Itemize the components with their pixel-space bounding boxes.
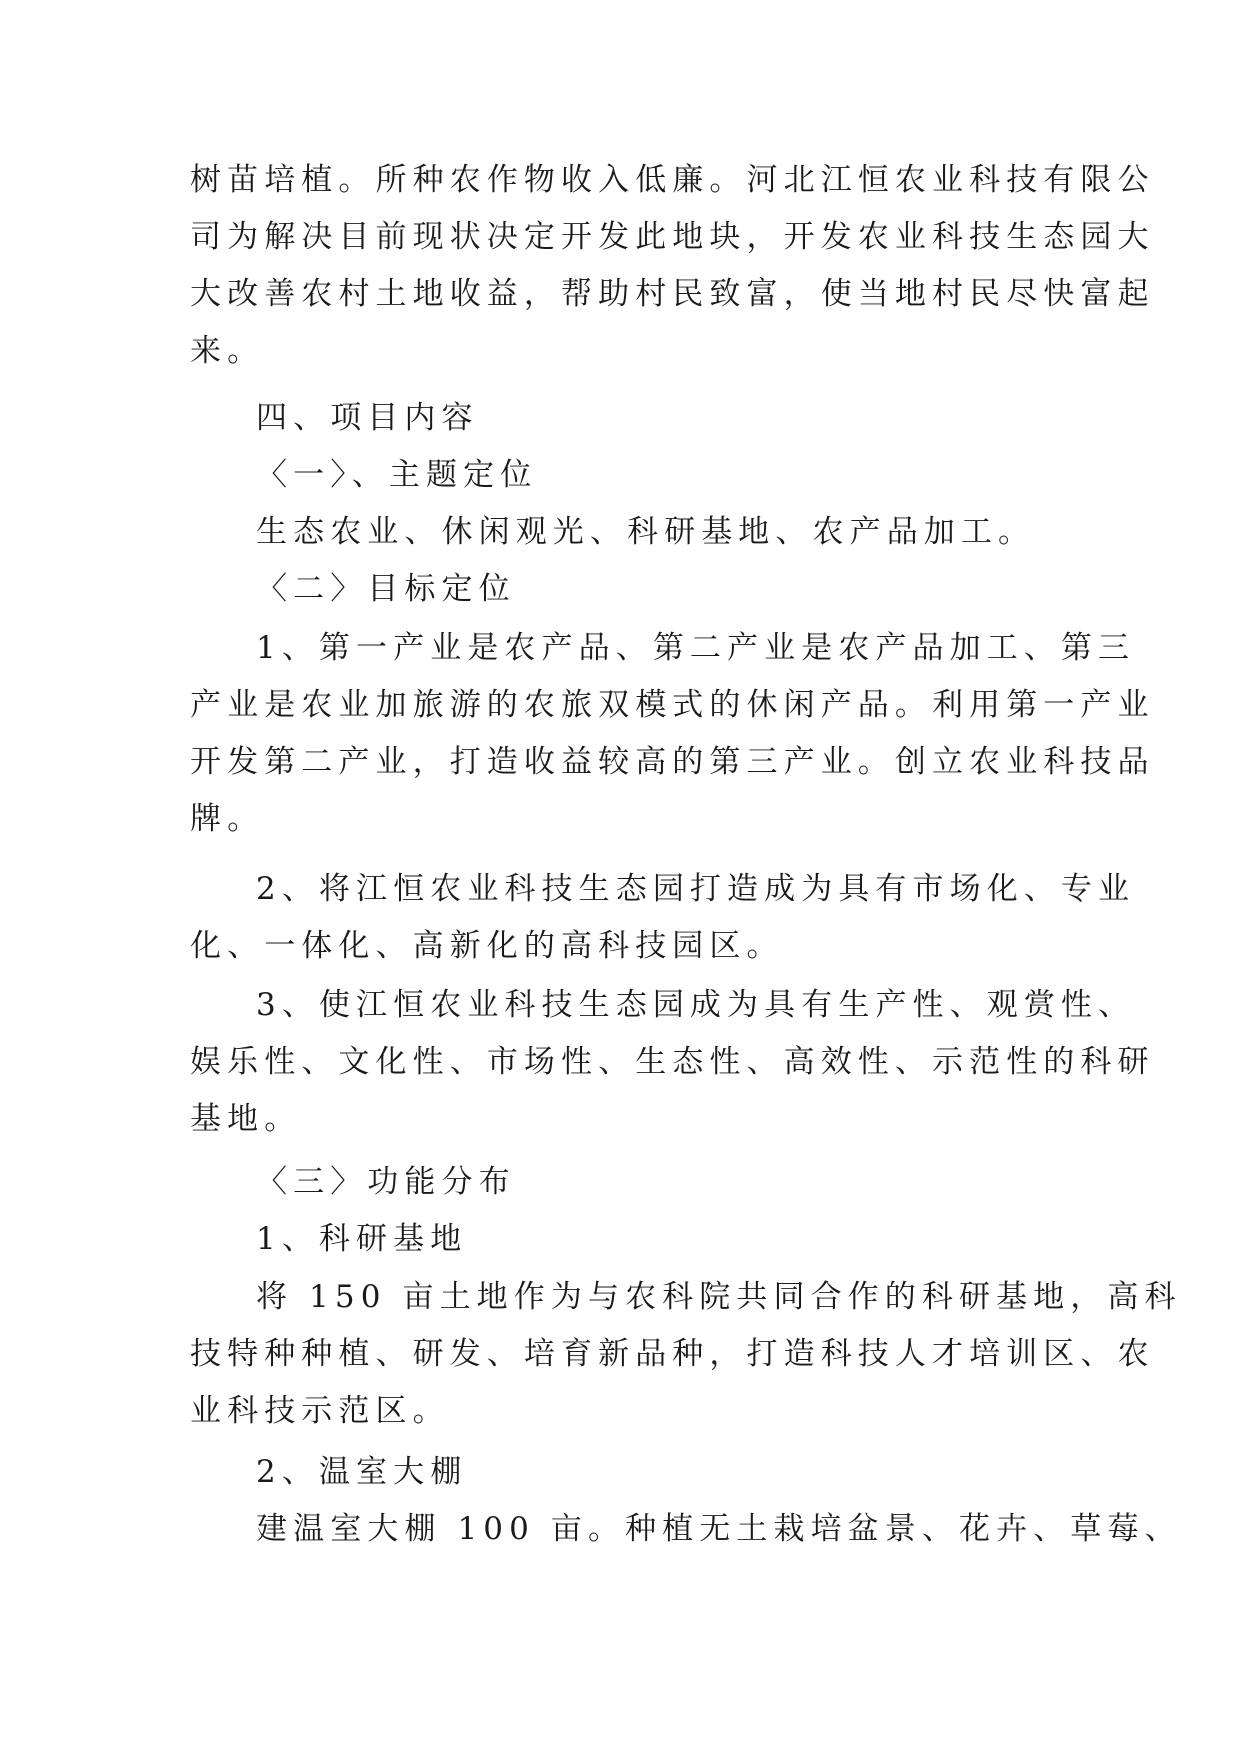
subsection-heading: 〈二〉目标定位	[256, 571, 516, 607]
paragraph-line: 化、一体化、高新化的高科技园区。	[190, 928, 784, 964]
paragraph-line: 业科技示范区。	[190, 1393, 450, 1429]
paragraph-line: 将 150 亩土地作为与农科院共同合作的科研基地，高科	[256, 1279, 1182, 1315]
paragraph-line: 3、使江恒农业科技生态园成为具有生产性、观赏性、	[256, 987, 1136, 1023]
item-heading: 1、科研基地	[256, 1221, 468, 1257]
paragraph-line: 司为解决目前现状决定开发此地块，开发农业科技生态园大	[190, 219, 1155, 255]
paragraph-line: 树苗培植。所种农作物收入低廉。河北江恒农业科技有限公	[190, 162, 1155, 198]
paragraph-line: 牌。	[190, 801, 265, 837]
paragraph-line: 基地。	[190, 1101, 302, 1137]
paragraph-line: 大改善农村土地收益，帮助村民致富，使当地村民尽快富起	[190, 276, 1155, 312]
paragraph-line: 生态农业、休闲观光、科研基地、农产品加工。	[256, 514, 1036, 550]
paragraph-line: 产业是农业加旅游的农旅双模式的休闲产品。利用第一产业	[190, 687, 1155, 723]
paragraph-line: 开发第二产业，打造收益较高的第三产业。创立农业科技品	[190, 744, 1155, 780]
section-heading: 四、项目内容	[256, 400, 479, 436]
subsection-heading: 〈一〉、主题定位	[256, 457, 538, 493]
paragraph-line: 2、将江恒农业科技生态园打造成为具有市场化、专业	[256, 871, 1136, 907]
paragraph-line: 来。	[190, 333, 265, 369]
subsection-heading: 〈三〉功能分布	[256, 1164, 516, 1200]
paragraph-line: 建温室大棚 100 亩。种植无土栽培盆景、花卉、草莓、	[256, 1511, 1182, 1547]
item-heading: 2、温室大棚	[256, 1454, 468, 1490]
paragraph-line: 娱乐性、文化性、市场性、生态性、高效性、示范性的科研	[190, 1044, 1155, 1080]
paragraph-line: 1、第一产业是农产品、第二产业是农产品加工、第三	[256, 630, 1136, 666]
paragraph-line: 技特种种植、研发、培育新品种，打造科技人才培训区、农	[190, 1336, 1155, 1372]
